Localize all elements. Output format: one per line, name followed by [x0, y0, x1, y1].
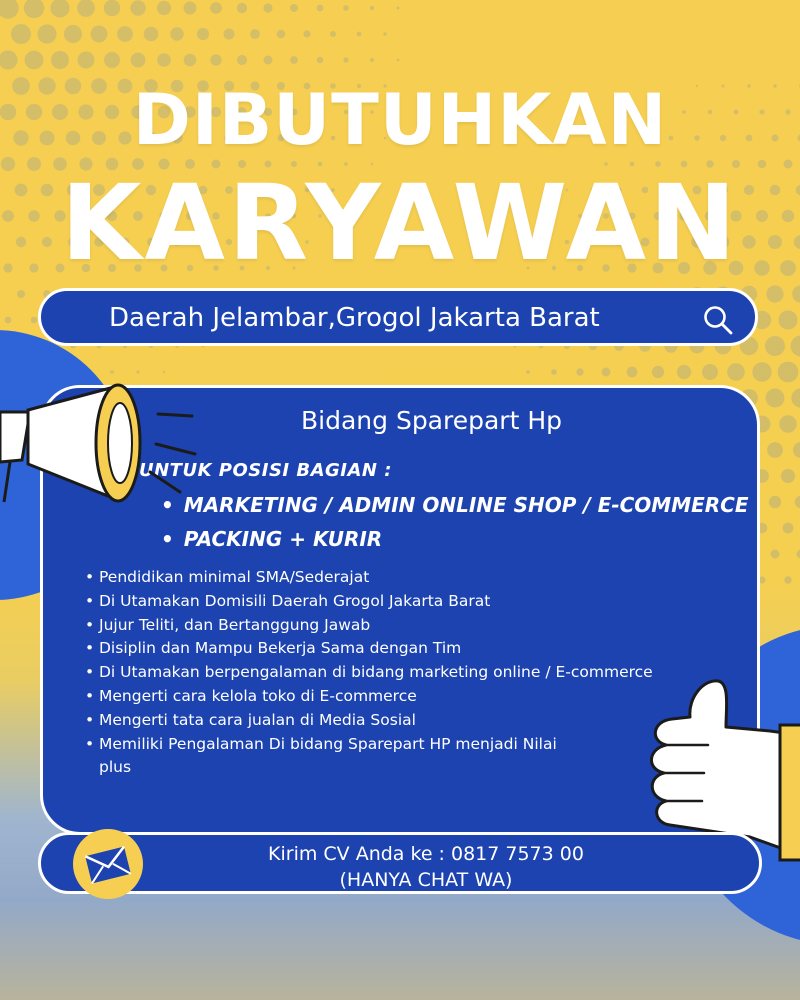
- megaphone-icon: [0, 372, 210, 532]
- requirement-item: • Disiplin dan Mampu Bekerja Sama dengan Tim: [85, 637, 725, 661]
- requirement-item: • Memiliki Pengalaman Di bidang Sparepart HP menjadi Nilai plus: [85, 733, 569, 781]
- requirement-item: • Pendidikan minimal SMA/Sederajat: [85, 566, 725, 590]
- headline-line-1: DIBUTUHKAN: [132, 79, 668, 161]
- position-item: • PACKING + KURIR: [161, 522, 749, 556]
- headline-line-2: KARYAWAN: [60, 162, 740, 284]
- requirements-list: [85, 566, 725, 780]
- contact-bar: [38, 832, 762, 894]
- requirement-item: • Di Utamakan berpengalaman di bidang marketing online / E-commerce: [85, 661, 725, 685]
- position-item: • MARKETING / ADMIN ONLINE SHOP / E-COMMERCE: [161, 488, 749, 522]
- requirement-item: • Mengerti tata cara jualan di Media Sosial: [85, 709, 725, 733]
- positions-list: [161, 488, 749, 556]
- location-bar: [38, 288, 758, 346]
- requirement-item: • Di Utamakan Domisili Daerah Grogol Jakarta Barat: [85, 590, 725, 614]
- requirement-item: • Jujur Teliti, dan Bertanggung Jawab: [85, 614, 725, 638]
- requirement-item: • Mengerti cara kelola toko di E-commerce: [85, 685, 725, 709]
- card-title: Bidang Sparepart Hp: [301, 406, 562, 435]
- search-icon: [701, 303, 735, 337]
- contact-number: Kirim CV Anda ke : 0817 7573 00: [268, 843, 584, 865]
- location-text: Daerah Jelambar,Grogol Jakarta Barat: [109, 303, 600, 333]
- positions-heading: UNTUK POSISI BAGIAN :: [139, 460, 392, 481]
- contact-note: (HANYA CHAT WA): [339, 869, 513, 891]
